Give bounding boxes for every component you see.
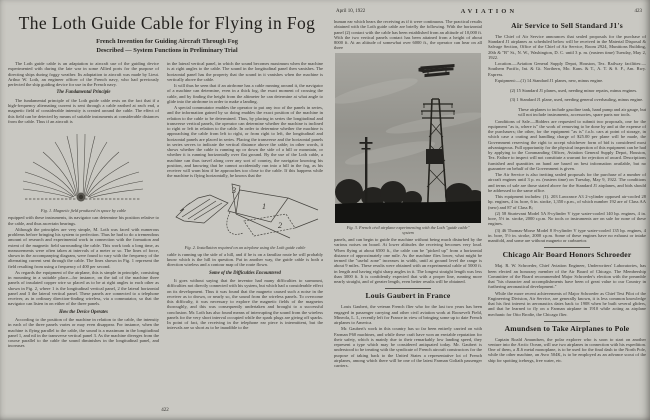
page-right — [330, 0, 650, 420]
paragraph: panels, and can begin to guide the machine without being much disturbed by the various noises on board. At lower altitudes the receiving becomes very loud. When flying at about 6500 ft., the cable can be "picked up" from a horizontal distance of approximately one mile. As the machine flies lower, what might be termed the "useful zone" increases in width, until at ground level the range is about 9 miles. These results were obtained with an experimental cable of 5000 ft. in length and having eight sharp angles in it. The longest straight length was less than 3000 ft. It is confidently expected that with a proper line, running more nearly straight, and of greater length, even better results will be obtained. — [334, 237, 482, 285]
panel-label-1: 1 — [262, 201, 266, 211]
paragraph: Maj. R. W. Schroeder, Chief Aviation Engineer, Underwriters' Laboratories, has been elected an honorary member of the Air Board of Chicago. The Membership Committee of the Board recommended Major Schroeder's election with the preamble that "his character and accomplishments have been of great value to our Country in furthering aeronautical development." — [488, 263, 646, 290]
section-heading-how-device-operates: How the Device Operates — [59, 309, 108, 315]
figure-3-caption: Fig. 3. French civil airplane experimenting with the Loth "guide cable" system — [346, 224, 470, 235]
article-subtitle — [20, 37, 314, 56]
page-number-left: 422 — [161, 408, 169, 413]
paragraph: Although the principles are very simple, M. Loth was faced with numerous problems before bringing his system to perfection. Thus he had to do a tremendous amount of research and experimental work in connection with the formation and extent of the magnetic field surrounding the cable. This work took a long time, as measurements were often taken at intervals of a meter or so. The lines of force, shown in the accompanying diagram, were found to vary with the frequency of the alternating current sent through the cable. The lines shown in Fig. 1 represent the field resulting from using a frequency of 400 per second. — [8, 226, 159, 269]
paragraph: Conditions of Sale.—Bidders are requested to submit two proposals, one for the equipment "as is, where is" the work of removing to be done by and at the expense of the purchasers; the other, for the equipment "as is" f.o.b. cars at point of storage, in which case a crating and handling charge of $25.00 per plane will be made, the Government reserving the right to accept whichever form of bid is considered most advantageous. Full opportunity for the physical inspection of this equipment can be had by applying to the Commanding Officer, Aviation General Supply Depot, Houston, Tex. Failure to inspect will not constitute a warrant for rejection of award. Descriptions furnished and quantities on hand are based on best information available, but no guarantee on behalf of the Government is given. — [488, 118, 646, 171]
article-title-gaubert: Louis Gaubert in France — [365, 291, 451, 301]
right-page-column-a — [334, 19, 482, 369]
ground-silhouette — [335, 201, 481, 223]
paragraph: Captain Roald Amundsen, the polar explorer who is soon to start on another venture into the Arctic Ocean, will use two airplanes in connection with his expedition. One of them, a JL6 metal monoplane, is to be used for the final dash to the North Pole, while the other machine, an Avro 504K, is to be employed as an advance scout of the ship for spotting icebergs, free water, etc. — [488, 336, 646, 363]
article-title-schroeder: Chicago Air Board Honors Schroeder — [502, 250, 632, 260]
page-number-right: 423 — [634, 9, 642, 14]
equipment-list-note: These airplanes to include gasoline tank, hand pump and air gauge, but will not include instruments, accessories, spare parts nor tools. — [518, 107, 646, 118]
paragraph: The Chief of Air Service announces that sealed proposals for the purchase of Standard J1 airplanes as scheduled below will be received in the Material Disposal & Salvage Section, Office of the Chief of Air Service, Room 2924, Munitions Building, 20th & "B" St., N. W., Washington, D. C. until 3 p. m. (eastern time) Tuesday, May 2, 1922. — [488, 33, 646, 60]
paragraph: According to the position of the machine in relation to the cable, the intensity in each of the three panels varies or may even disappear. For instance, when the machine is flying parallel to the cable, the sound is a maximum in the longitudinal panel 1, and nil in the transverse vertical panel 3. As the machine diverges from the course parallel to the cable the sound diminishes in the longitudinal panel, and increases — [8, 317, 159, 349]
figure-2 — [167, 181, 323, 250]
article-separator-rule — [385, 288, 431, 289]
paragraph: This equipment includes: (1). 203 Lawrance A3 2-cylinder opposed air-cooled 28 hp. engines, 4 in. bore, 6 in. stroke, 1,350 r.p.m., of which number 192 are of Class AA (new) and 87 of Class B; — [488, 194, 646, 210]
paragraph: The Air Service is also inviting sealed proposals for the purchase of a number of aircraft engines until 3 p. m. (eastern time) on Tuesday, May 9, 1922. The conditions and terms of sale are those stated above for the Standard J1 airplanes, and bids should be addressed to the same office. — [488, 172, 646, 193]
paragraph: (2) 58 Sturtevant Model 5A 8-cylinder V type water-cooled 140 hp. engines, 4 in. bore, 5½ in. stroke, 2000 r.p.m. No tools or instruments are on sale for none of these engines. — [488, 210, 646, 227]
article-separator-rule — [544, 247, 590, 248]
article-title-amundsen: Amundsen to Take Airplanes to Pole — [504, 323, 630, 333]
paragraph: While the more recent achievements of Major Schroeder as Chief Test Pilot of the Engineering Division, Air Service, are generally known, it is less common knowledge that his first interest in aeronautics dates back to 1908 when he built several gliders, and that he learned to fly on a Farman airplane in 1910 while acting as airplane mechanic for Otto Brodie, the Chicago flier. — [488, 290, 646, 317]
paragraph: The fundamental principle of the Loth guide cable rests on the fact that if a high-frequency alternating current is sent through a cable earthed at each end, a magnetic field of considerable intensity is created around the cable. The effect of this field can be detected by means of suitable instruments at considerable distances from the cable. Thus if an aircraft is — [8, 97, 159, 124]
equipment-list-item: (3) 1 Standard J1 plane, used, needing general overhauling, minus engine. — [510, 97, 644, 103]
paragraph: (3) 46 Thomas-Morse Model 8 8-cylinder V type water-cooled 135 hp. engines, 4 in. bore, 5½ in. stroke, 2000 r.p.m. Some of these engines have no exhaust or intake manifold, and some are without magneto or carburetor. — [488, 227, 646, 244]
article-title: The Loth Guide Cable for Flying in Fog — [18, 13, 316, 33]
left-page-column-1 — [8, 61, 159, 350]
subtitle-line-1: French Invention for Guiding Aircraft Through Fog — [96, 38, 238, 45]
paragraph: cable is running up the side of a hill, and if he is on a familiar route he will probably know which is the hill in question. Put in another way, the guide cable is both a direction wireless and a contour map of the route flown. — [167, 251, 323, 268]
equipment-list-item: (2) 15 Standard J1 planes, used, needing minor repairs, minus engines. — [510, 87, 638, 93]
paragraph: As regards the equipment of the airplane, this is simple in principle, consisting in mounting in a suitable place—for instance, on the tail of the machine three panels of insulated copper wire so placed as to be at right angles to each other as shown in Fig. 2, where 1 is the longitudinal vertical panel, 2 the lateral horizontal panel and 3 the lateral vertical panel. These panels are connected to a telephone receiver, as in ordinary direction-finding wireless, via a commutator, so that the navigator can listen in on either of the three panels. — [8, 269, 159, 307]
running-header — [334, 7, 644, 19]
subtitle-line-2: Described — System Functions in Preliminary Trial — [96, 47, 238, 55]
left-page-column-2 — [167, 61, 323, 332]
issue-date: April 10, 1922 — [336, 9, 366, 14]
right-page-column-b — [488, 19, 646, 364]
paragraph: A special commutator enables the operator to put any two of the panels in series, and the information gained by so doing enables the exact position of the machine in relation to the cable to be determined. Thus, by placing in series the longitudinal and transverse vertical panels, the operator can determine whether the machine is inclined to right or left in relation to the cable. In order to determine whether the machine is approaching the cable from left to right, or from right to left, the longitudinal and horizontal panels are placed in series. Placing the transverse and the horizontal panels in series serves to indicate the vertical distance above the cable; in other words, it shows whether the cable is running up or down the side of a hill or mountain, or whether it is running horizontally over flat ground. By the use of the Loth cable, a machine can thus travel along over any sort of country, the navigator knowing his position, and knowing that he cannot accidentally run into a hill in the fog, as his receiver will warn him if he approaches too close to the cable. If this happens while the machine is flying horizontally, he knows that the — [167, 105, 323, 179]
figure-3 — [334, 53, 482, 236]
paragraph: The Loth guide cable is an adaptation to aircraft use of the guiding device experimented with during the late war in some Allied ports for the purpose of directing ships during foggy weather. Its adaptation to aircraft was made by Lieut. Arthur W. Loth, an engineer officer of the French navy, who had previously perfected the ship guiding device for use in the French navy. — [8, 61, 159, 87]
section-heading-fundamental-principle: The Fundamental Principle — [56, 90, 111, 96]
panel-label-2: 2 — [278, 220, 282, 230]
paragraph: It goes without saying that the inventor had many difficulties to surmount, difficulties not directly connected with his system, but which had a considerable effect on its development. Thus it was found that the magneto caused such a noise in the receiver as to drown, or nearly so, the sound from the wireless panels. To overcome this difficulty, it was necessary to explore the magnetic fields of the magnetos thoroughly, and this was consequently undertaken and brought to a successful conclusion. Mr. Loth has also found means of interrupting the sound from the wireless panels for the very short interval occupied while the spark plugs are giving off sparks. In point of fact, the receiving in the telephone ear piece is intermittent, but the intervals are so short as to be inaudible to the — [167, 278, 323, 331]
paragraph: Louis Gaubert, the veteran French flier who for the last two years has been engaged in passenger carrying and other civil aviation work at Roosevelt Field, Mineola, L. I., recently left for France in view of bringing some up to date French airplanes to America. — [334, 304, 482, 326]
paragraph: Mr. Gaubert's work in this country has so far been entirely carried on with Farman F60 machines, and while these craft have won an enviable reputation for their safety, which is mainly due to their remarkably low landing speed, they represent a type which may be considered antiquated today. Mr. Gaubert is understood to be treating with the syndicate of French aircraft constructors for the purpose of taking back to the United States a representative lot of French airplanes, among which there will be one of the latest Farman Goliath passenger carriers. — [334, 326, 482, 369]
paragraph: It will thus be seen that if an airdrome has a cable running around it, the navigator of a machine can determine, even in a thick fog, the exact moment of crossing the cable, and by finding the height from the altimeter he can determine at what angle to glide into the airdrome in order to make a landing. — [167, 83, 323, 104]
article-title-air-service: Air Service to Sell Standard J1's — [511, 21, 623, 30]
figure-1 — [8, 126, 159, 213]
figure-2-caption: Fig. 2. Installation required on an airplane using the Loth guide cable — [184, 244, 306, 250]
paragraph: human ear which hears the receiving as if it were continuous. The practical results obtained with the Loth guide cable are briefly the following. With the horizontal panel (2) contact with the cable has been established from an altitude of 10,000 ft. With the two vertical panels contact has been attained from a height of about 8000 ft. At an altitude of somewhat over 6000 ft., the operator can hear on all three — [334, 19, 482, 51]
article-separator-rule — [544, 321, 590, 322]
paragraph: Location.—Aviation General Supply Depot, Houston, Tex. Railway facilities:—Southern Pacific, Int. & Gt. Northern, Mo. Kans. & T., A. T. & S. F., Am. Rwy. Express. — [488, 61, 646, 77]
equipment-list-intro: Equipment:—(1) 14 Standard J1 planes, new, minus engine. — [495, 77, 604, 83]
magnetic-field-diagram — [23, 126, 145, 206]
airplane-panels-diagram — [170, 181, 320, 243]
panel-label-3: 3 — [232, 185, 236, 195]
airplane-over-pylon-photo — [335, 53, 481, 223]
figure-1-caption: Fig. 1. Magnetic field produced in space by cable — [40, 208, 127, 213]
paragraph: in the lateral vertical panel, in which the sound becomes maximum when the machine is at right angles to the cable. The sound in the longitudinal panel then vanishes. The horizontal panel has the property that the sound in it vanishes when the machine is vertically above the cable. — [167, 61, 323, 82]
paragraph: equipped with these instruments, its navigator can determine his position relative to the cable, and thus ascertain bearings. — [8, 215, 159, 226]
magazine-name: AVIATION — [460, 8, 518, 15]
section-heading-difficulties: Some of the Difficulties Encountered — [209, 270, 281, 276]
